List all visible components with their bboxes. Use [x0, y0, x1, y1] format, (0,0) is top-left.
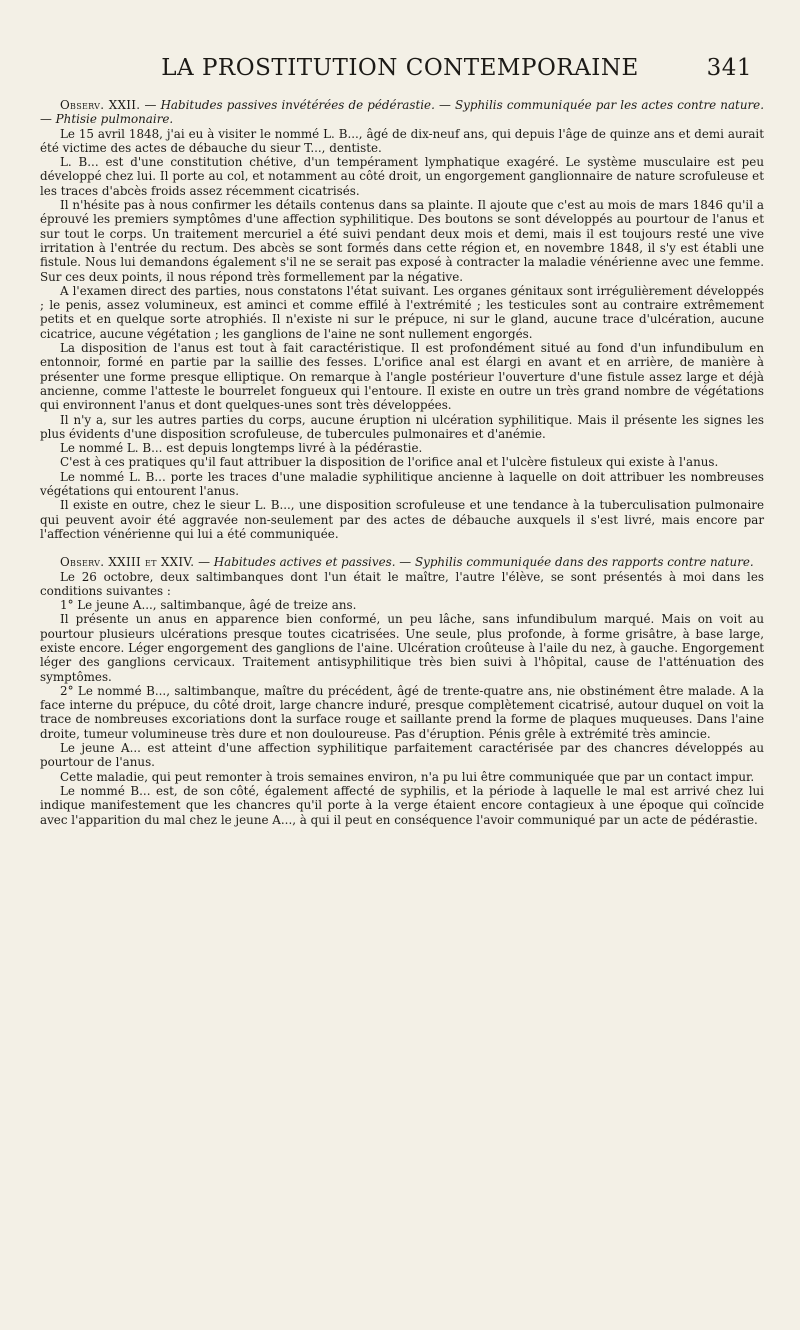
- paragraph: A l'examen direct des parties, nous constatons l'état suivant. Les organes génitaux sont irrégulièrement développés ; le penis, assez volumineux, est aminci et comme effilé à l'extrémité ; les testicules sont au contraire extrêmement petits et en quelque sorte atrophiés. Il n'existe ni sur le prépuce, ni sur le gland, aucune trace d'ulcération, aucune cicatrice, aucune végétation ; les ganglions de l'aine ne sont nullement engorgés.: [40, 283, 764, 341]
- observation-habits: Habitudes passives invétérées de pédérastie.: [160, 98, 435, 112]
- running-title: LA PROSTITUTION CONTEMPORAINE: [161, 55, 639, 81]
- paragraph: Il existe en outre, chez le sieur L. B..., une disposition scrofuleuse et une tendance à la tuberculisation pulmonaire qui peuvent avoir été aggravée non-seulement par des actes de débauche auxquels il s'est livré, mais encore par l'affection vénérienne qui lui a été communiquée.: [40, 498, 764, 541]
- section-gap: [40, 541, 764, 555]
- observation-22: [40, 98, 764, 541]
- observation-label: Observ. XXII.: [60, 98, 141, 112]
- paragraph: Le nommé B... est, de son côté, également affecté de syphilis, et la période à laquelle le mal est arrivé chez lui indique manifestement que les chancres qu'il porte à la verge étaient encore contagieux à une époque qui coïncide avec l'apparition du mal chez le jeune A..., à qui il peut en conséquence l'avoir communiqué par un acte de pédérastie.: [40, 783, 764, 827]
- observation-syphilis: Syphilis communiquée dans des rapports contre nature.: [414, 555, 754, 570]
- observation-extra: Phtisie pulmonaire.: [55, 112, 174, 127]
- observation-label: Observ. XXIII et XXIV.: [60, 555, 195, 570]
- observation-habits: Habitudes actives et passives.: [213, 555, 396, 570]
- paragraph: L. B... est d'une constitution chétive, d'un tempérament lymphatique exagéré. Le système musculaire est peu développé chez lui. Il porte au col, et notamment au côté droit, un engorgement ganglionnaire de nature scrofuleuse et les traces d'abcès froids assez récemment cicatrisés.: [40, 155, 764, 198]
- page-number: 341: [706, 55, 752, 81]
- page-body: [40, 98, 764, 827]
- paragraph: Il n'hésite pas à nous confirmer les détails contenus dans sa plainte. Il ajoute que c'est au mois de mars 1846 qu'il a éprouvé les premiers symptômes d'une affection syphilitique. Des boutons se sont développés au pourtour de l'anus et sur tout le corps. Un traitement mercuriel a été suivi pendant deux mois et demi, mais il est toujours resté une vive irritation à l'entrée du rectum. Des abcès se sont formés dans cette région et, en novembre 1848, il s'y est établi une fistule. Nous lui demandons également s'il ne se serait pas exposé à contracter la maladie vénérienne avec une femme. Sur ces deux points, il nous répond très formellement par la négative.: [40, 198, 764, 284]
- observation-title: Observ. XXIII et XXIV. — Habitudes actives et passives. — Syphilis communiquée dans des rapports contre nature.: [60, 555, 754, 570]
- paragraph: Il n'y a, sur les autres parties du corps, aucune éruption ni ulcération syphilitique. Mais il présente les signes les plus évidents d'une disposition scrofuleuse, de tubercules pulmonaires et d'anémie.: [40, 412, 764, 441]
- running-header: [40, 48, 760, 88]
- paragraph: La disposition de l'anus est tout à fait caractéristique. Il est profondément situé au fond d'un infundibulum en entonnoir, formé en partie par la saillie des fesses. L'orifice anal est élargi en avant et en arrière, de manière à présenter une forme presque elliptique. On remarque à l'angle postérieur l'ouverture d'une fistule assez large et déjà ancienne, comme l'atteste le bourrelet fongueux qui l'entoure. Il existe en outre un très grand nombre de végétations qui environnent l'anus et dont quelques-unes sont très développées.: [40, 341, 764, 413]
- paragraph: Le 15 avril 1848, j'ai eu à visiter le nommé L. B..., âgé de dix-neuf ans, qui depuis l'âge de quinze ans et demi aurait été victime des actes de débauche du sieur T..., dentiste.: [40, 126, 764, 155]
- paragraph: 2° Le nommé B..., saltimbanque, maître du précédent, âgé de trente-quatre ans, nie obstinément être malade. A la face interne du prépuce, du côté droit, large chancre induré, presque complètement cicatrisé, autour duquel on voit la trace de nombreuses excoriations dont la surface rouge et saillante prend la forme de plaques muqueuses. Dans l'aine droite, tumeur volumineuse très dure et non douloureuse. Pas d'éruption. Pénis grêle à extrémité très amincie.: [40, 683, 764, 741]
- paragraph: Le jeune A... est atteint d'une affection syphilitique parfaitement caractérisée par des chancres développés au pourtour de l'anus.: [40, 741, 764, 770]
- paragraph: Le nommé L. B... est depuis longtemps livré à la pédérastie.: [60, 441, 423, 456]
- observation-title: Observ. XXII. — Habitudes passives invétérées de pédérastie. — Syphilis communiquée par les actes contre nature. — Phtisie pulmonaire.: [40, 98, 764, 127]
- paragraph: C'est à ces pratiques qu'il faut attribuer la disposition de l'orifice anal et l'ulcère fistuleux qui existe à l'anus.: [60, 455, 719, 470]
- observation-23-24: [40, 555, 764, 827]
- observation-syphilis: Syphilis communiquée par les actes contre nature.: [455, 98, 764, 112]
- paragraph: Le nommé L. B... porte les traces d'une maladie syphilitique ancienne à laquelle on doit attribuer les nombreuses végétations qui entourent l'anus.: [40, 469, 764, 499]
- paragraph: Cette maladie, qui peut remonter à trois semaines environ, n'a pu lui être communiquée que par un contact impur.: [60, 769, 755, 784]
- paragraph: 1° Le jeune A..., saltimbanque, âgé de treize ans.: [60, 598, 357, 613]
- paragraph: Le 26 octobre, deux saltimbanques dont l'un était le maître, l'autre l'élève, se sont présentés à moi dans les conditions suivantes :: [40, 569, 764, 598]
- paragraph: Il présente un anus en apparence bien conformé, un peu lâche, sans infundibulum marqué. Mais on voit au pourtour plusieurs ulcérations presque toutes cicatrisées. Une seule, plus profonde, à forme grisâtre, à base large, existe encore. Léger engorgement des ganglions de l'aine. Ulcération croûteuse à l'aile du nez, à gauche. Engorgement léger des ganglions cervicaux. Traitement antisyphilitique très bien suivi à l'hôpital, cause de l'atténuation des symptômes.: [40, 612, 764, 684]
